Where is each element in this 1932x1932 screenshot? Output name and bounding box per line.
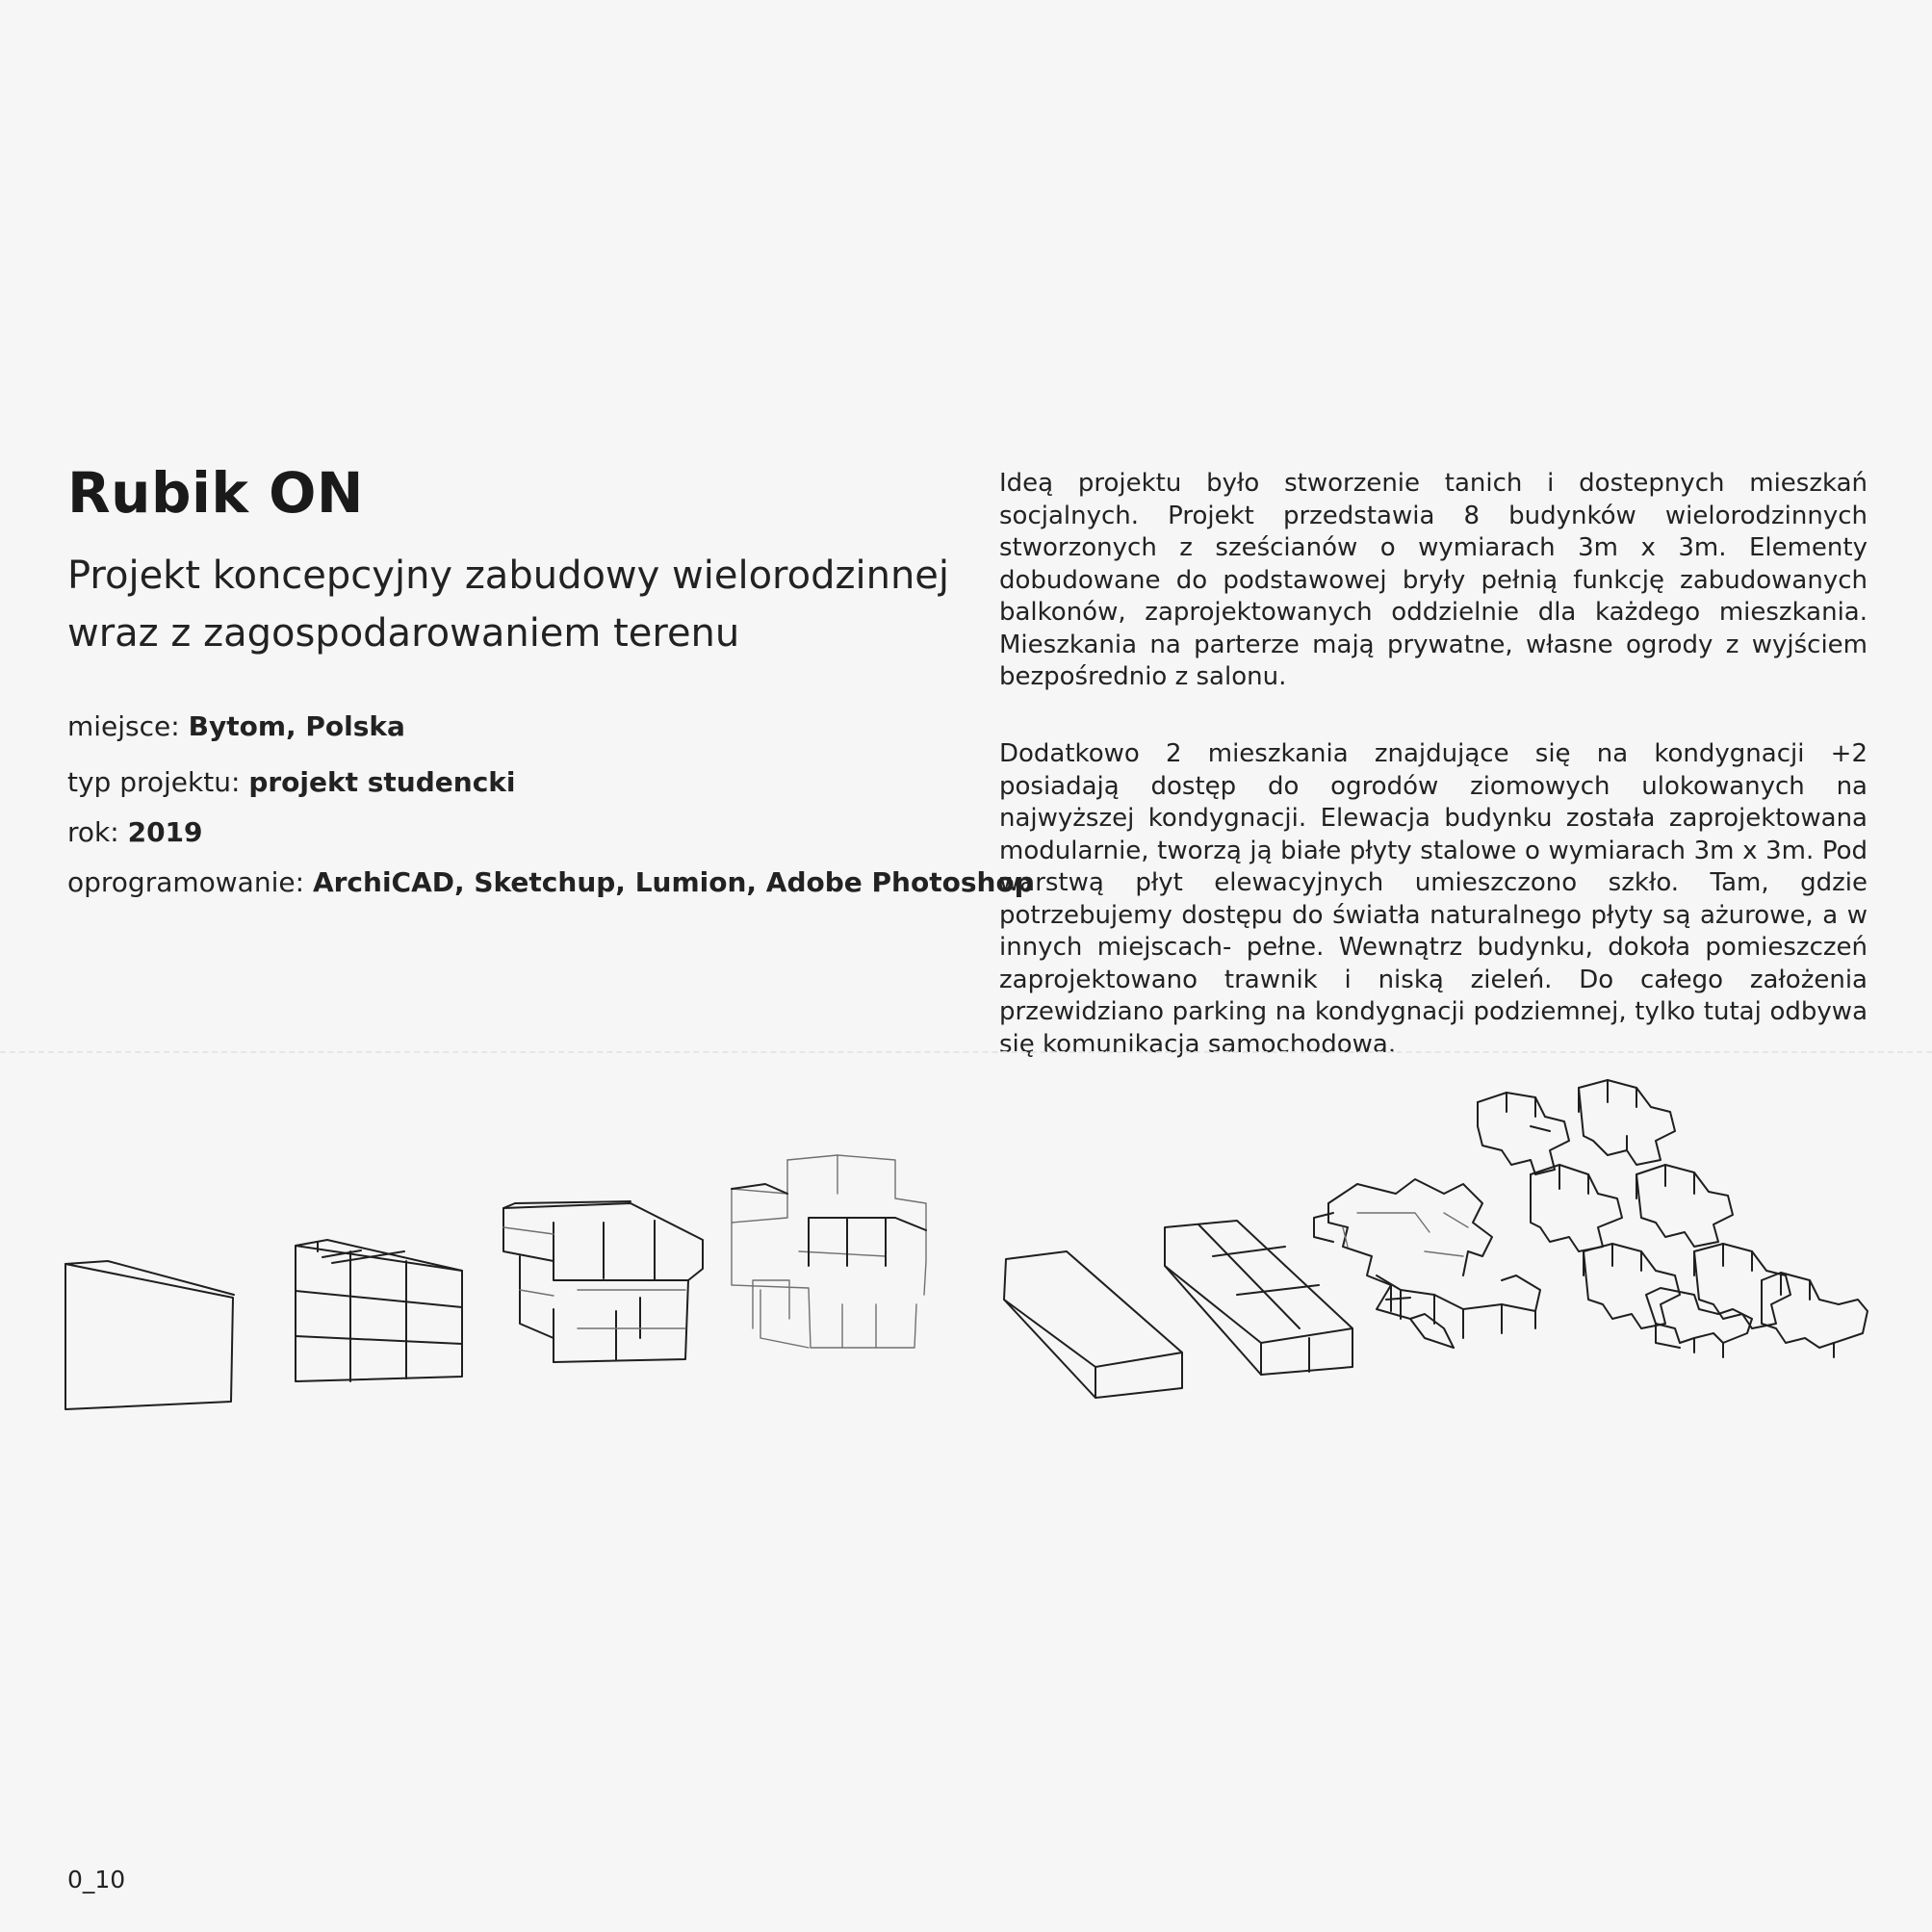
meta-location xyxy=(67,710,405,742)
meta-project-type-value: projekt studencki xyxy=(248,766,516,798)
meta-year-value: 2019 xyxy=(127,816,203,848)
massing-sketch-diagram xyxy=(0,1059,1932,1444)
section-divider xyxy=(0,1051,1932,1053)
sketch-articulated-cluster xyxy=(1314,1179,1540,1348)
page-subtitle: Projekt koncepcyjny zabudowy wielorodzinnej wraz z zagospodarowaniem terenu xyxy=(67,554,950,656)
sketch-rubik-cube xyxy=(296,1240,462,1381)
meta-year-label: rok: xyxy=(67,816,119,848)
page-title: Rubik ON xyxy=(67,460,364,526)
meta-software-label: oprogramowanie: xyxy=(67,866,305,898)
sketch-cluster-tower xyxy=(732,1155,926,1348)
meta-project-type-label: typ projektu: xyxy=(67,766,241,798)
meta-location-value: Bytom, Polska xyxy=(188,710,405,742)
meta-year xyxy=(67,816,203,848)
page-number: 0_10 xyxy=(67,1866,126,1893)
meta-software xyxy=(67,866,1034,898)
sketch-single-cube xyxy=(65,1261,234,1409)
meta-project-type xyxy=(67,766,516,798)
meta-software-value: ArchiCAD, Sketchup, Lumion, Adobe Photoshop xyxy=(312,866,1034,898)
sketch-divided-block xyxy=(1165,1221,1352,1375)
sketch-extruded-cube xyxy=(503,1201,703,1362)
meta-location-label: miejsce: xyxy=(67,710,180,742)
sketch-elongated-block xyxy=(1004,1251,1182,1398)
description-paragraph-2: Dodatkowo 2 mieszkania znajdujące się na kondygnacji +2 posiadają dostęp do ogrodów ziomowych ulokowanych na najwyższej kondygnacji. Elewacja budynku została zaprojektowana modularnie, tworzą ją białe płyty stalowe o wymiarach 3m x 3m. Pod warstwą płyt elewacyjnych umieszczono szkło. Tam, gdzie potrzebujemy dostępu do światła naturalnego płyty są ażurowe, a w innych miejscach- pełne. Wewnątrz budynku, dokoła pomieszczeń zaprojektowano trawnik i niską zieleń. Do całego założenia przewidziano parking na kondygnacji podziemnej, tylko tutaj odbywa się komunikacja samochodowa. xyxy=(999,739,1868,1059)
description-paragraph-1: Ideą projektu było stworzenie tanich i dostepnych mieszkań socjalnych. Projekt przedstawia 8 budynków wielorodzinnych stworzonych z sześcianów o wymiarach 3m x 3m. Elementy dobudowane do podstawowej bryły pełnią funkcję zabudowanych balkonów, zaprojektowanych oddzielnie dla każdego mieszkania. Mieszkania na parterze mają prywatne, własne ogrody z wyjściem bezpośrednio z salonu. xyxy=(999,469,1868,691)
